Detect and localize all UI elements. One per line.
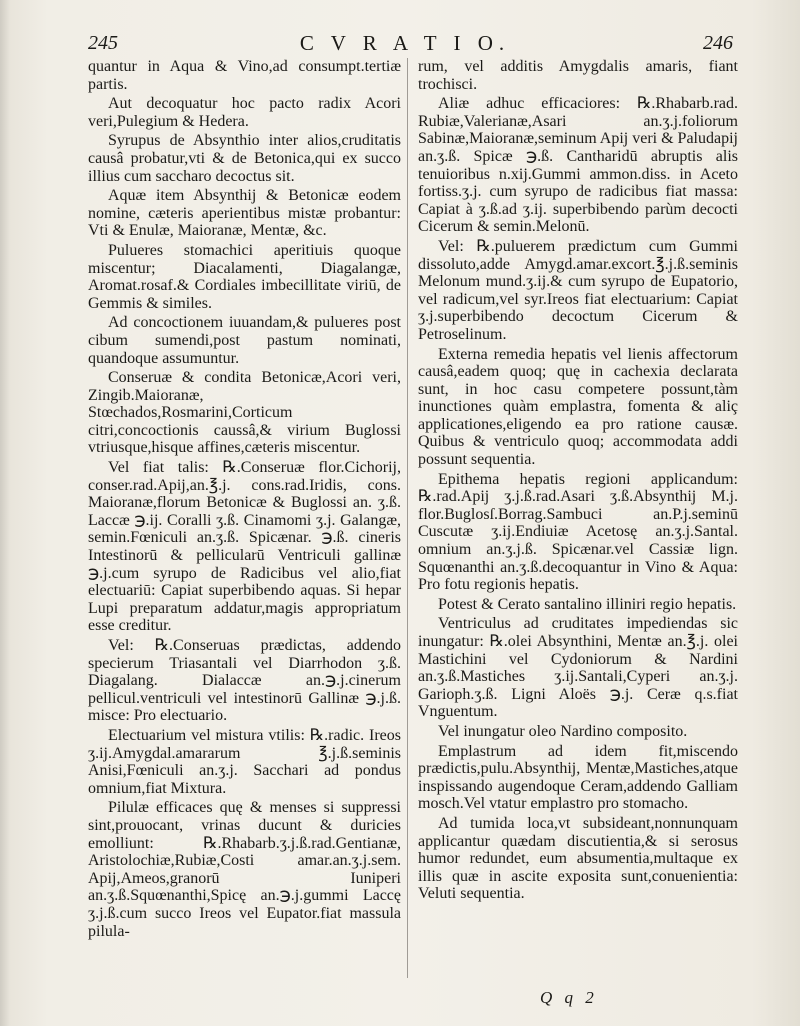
left-text-column	[88, 58, 401, 942]
left-paragraph: Vel: ℞.Conseruas prædictas, addendo specierum Triasantali vel Diarrhodon ʒ.ß. Diagalang. Dialaccæ an.℈.j.cinerum pellicul.ventriculi vel intestinorū Gallinæ ℈.j.ß. misce: Pro electuario.	[88, 637, 401, 725]
left-paragraph: Conseruæ & condita Betonicæ,Acori veri, Zingib.Maioranæ, Stœchados,Rosmarini,Corticum citri,concoctionis caussâ,& virium Buglossi vtriusque,hisque affines,cæteris miscentur.	[88, 369, 401, 457]
left-paragraph: Aut decoquatur hoc pacto radix Acori veri,Pulegium & Hedera.	[88, 95, 401, 130]
left-paragraph: Vel fiat talis: ℞.Conseruæ flor.Cichorij, conser.rad.Apij,an.℥.j. cons.rad.Iridis, cons. Maioranæ,florum Betonicæ & Buglossi an. ʒ.ß. Laccæ ℈.ij. Coralli ʒ.ß. Cinamomi ʒ.j. Galangæ, semin.Fœniculi an.ʒ.ß. Spicænar. ℈.ß. cineris Intestinorū & pellicularū Ventriculi gallinæ ℈.j.cum syrupo de Radicibus vel alio,fiat electuariū: Capiat superbibendo aquas. Si hepar Lupi preparatum addatur,magis appropriatum esse creditur.	[88, 459, 401, 635]
right-paragraph: rum, vel additis Amygdalis amaris, fiant trochisci.	[418, 58, 738, 93]
right-paragraph: Vel: ℞.puluerem prædictum cum Gummi dissoluto,adde Amygd.amar.excort.℥.j.ß.seminis Melonum mund.ʒ.ij.& cum syrupo de Eupatorio, vel radicum,vel syr.Ireos fiat electuarium: Capiat ʒ.j.superbibendo decoctum Cicerum & Petroselinum.	[418, 237, 738, 343]
signature-mark: Q q 2	[540, 988, 598, 1007]
running-head	[0, 30, 800, 56]
left-paragraph: quantur in Aqua & Vino,ad consumpt.tertiæ partis.	[88, 58, 401, 93]
running-title: C V R A T I O.	[299, 31, 511, 55]
right-paragraph: Ad tumida loca,vt subsideant,nonnunquam applicantur quædam discutientia,& si serosus humor redundet, eum absumentia,multaque ex illis quæ in ascite exposita sunt,conuenientia: Veluti sequentia.	[418, 814, 738, 903]
left-paragraph: Pilulæ efficaces quę & menses si suppressi sint,prouocant, vrinas ducunt & duricies emolliunt: ℞.Rhabarb.ʒ.j.ß.rad.Gentianæ, Aristolochiæ,Rubiæ,Costi amar.an.ʒ.j.sem. Apij,Ameos,granorū Iuniperi an.ʒ.ß.Squœnanthi,Spicę an.℈.j.gummi Laccę ʒ.j.ß.cum succo Ireos vel Eupator.fiat massula pilula-	[88, 799, 401, 940]
left-paragraph: Syrupus de Absynthio inter alios,cruditatis causâ probatur,vti & de Betonica,qui ex succo illius cum saccharo decoctus sit.	[88, 132, 401, 185]
left-page-number: 245	[88, 32, 118, 54]
right-text-column	[418, 58, 738, 905]
right-paragraph: Vel inungatur oleo Nardino composito.	[438, 722, 688, 740]
column-divider	[407, 58, 408, 978]
left-paragraph: Electuarium vel mistura vtilis: ℞.radic. Ireos ʒ.ij.Amygdal.amararum ℥.j.ß.seminis Anisi,Fœniculi an.ʒ.j. Sacchari ad pondus omnium,fiat Mixtura.	[88, 726, 401, 797]
right-paragraph: Emplastrum ad idem fit,miscendo prædictis,pulu.Absynthij, Mentæ,Mastiches,atque inspissando augendoque Ceram,addendo Galliam mosch.Vel vtatur emplastro pro stomacho.	[418, 742, 738, 813]
right-paragraph: Epithema hepatis regioni applicandum: ℞.rad.Apij ʒ.j.ß.rad.Asari ʒ.ß.Absynthij M.j. flor.Buglosſ.Borrag.Sambuci an.P.j.seminū Cuscutæ ʒ.ij.Endiuiæ Acetosę an.ʒ.j.Santal. omnium an.ʒ.j.ß. Spicænar.vel Cassiæ lign. Squœnanthi an.ʒ.ß.decoquantur in Vino & Aqua: Pro fotu regionis hepatis.	[418, 470, 738, 594]
right-paragraph: Aliæ adhuc efficaciores: ℞.Rhabarb.rad. Rubiæ,Valerianæ,Asari an.ʒ.j.foliorum Sabinæ,Maioranæ,seminum Apij veri & Paludapij an.ʒ.ß. Spicæ ℈.ß. Cantharidū abruptis alis tenuioribus n.xij.Gummi ammon.diss. in Aceto fortiss.ʒ.j. cum syrupo de radicibus fiat massa: Capiat à ʒ.ß.ad ʒ.ij. superbibendo parùm decocti Cicerum & semin.Melonū.	[418, 95, 738, 236]
left-paragraph: Pulueres stomachici aperitiuis quoque miscentur; Diacalamenti, Diagalangæ, Aromat.rosaf.& Cordiales imbecillitate viriū, de Gemmis & similes.	[88, 241, 401, 312]
right-paragraph: Externa remedia hepatis vel lienis affectorum causâ,eadem quoq; quę in cachexia declarata sunt, in hoc casu competere possunt,tàm inunctiones quàm emplastra, fomenta & aliç applicationes,eligendo ea pro ratione causæ. Quibus & ventriculo quoq; accommodata addi possunt sequentia.	[418, 345, 738, 469]
right-page-number: 246	[703, 32, 733, 54]
left-paragraph: Aquæ item Absynthij & Betonicæ eodem nomine, cæteris aperientibus mistæ probantur: Vti & Enulæ, Maioranæ, Mentæ, &c.	[88, 187, 401, 240]
right-paragraph: Ventriculus ad cruditates impediendas sic inungatur: ℞.olei Absynthini, Mentæ an.℥.j. olei Mastichini vel Cydoniorum & Nardini an.ʒ.ß.Mastiches ʒ.ij.Santali,Cyperi an.ʒ.j. Garioph.ʒ.ß. Ligni Aloës ℈.j. Ceræ q.s.fiat Vnguentum.	[418, 615, 738, 721]
left-paragraph: Ad concoctionem iuuandam,& pulueres post cibum sumendi,post pastum nominati, quandoque assumuntur.	[88, 314, 401, 367]
right-paragraph: Potest & Cerato santalino illiniri regio hepatis.	[438, 595, 737, 613]
gutter-shadow	[0, 0, 10, 1026]
